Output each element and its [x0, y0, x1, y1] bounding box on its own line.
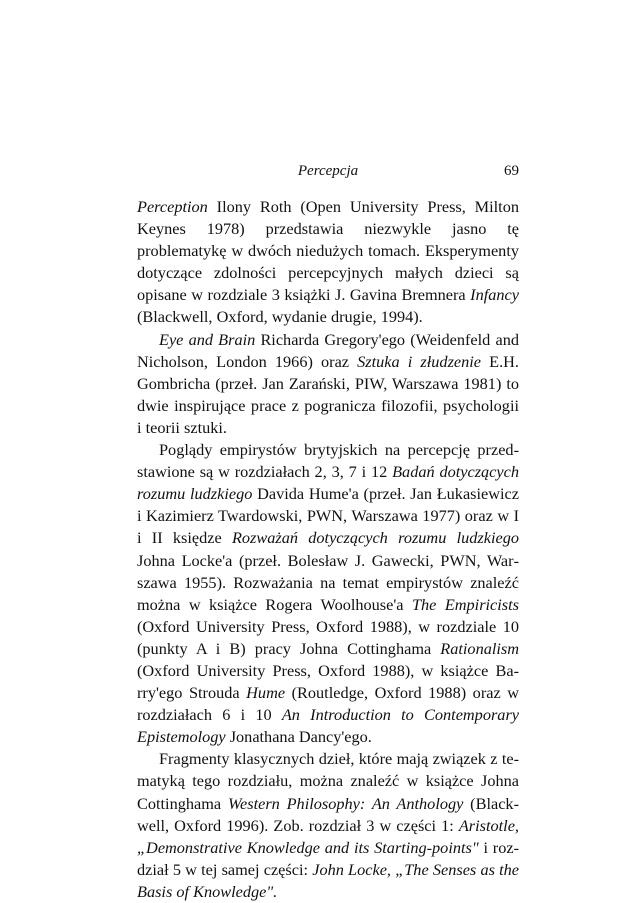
text-segment: (Oxford University Press, Oxford 1988), w książce Barry'ego Strouda	[137, 660, 519, 703]
text-segment: Ilony Roth (Open University Press, Milton Keynes 1978) przedstawia niezwykle jasno tę problematykę w dwóch niedużych tomach. Eksperymenty dotyczące zdolności percepcyjnych małych dzieci są opisane w rozdziale 3 książki J. Gavina Bremnera	[137, 197, 519, 305]
text-segment: Johna Locke'a (przeł. Bolesław J. Gawecki, PWN, Warszawa 1955). Rozważania na temat empirystów znaleźć można w książce Rogera Woolhouse'a	[137, 550, 519, 614]
book-title: Eye and Brain	[159, 329, 256, 349]
book-title: Western Philosophy: An Anthology	[227, 793, 464, 813]
paragraph	[137, 439, 519, 748]
book-title: Hume	[246, 683, 286, 703]
text-segment: Davida Hume'a (przeł. Jan Łukasiewicz i Kazimierz Twardowski, PWN, Warszawa 1977) oraz w I i II księdze	[137, 484, 519, 548]
book-title: Perception	[137, 197, 208, 216]
text-segment: Poglądy empirystów brytyjskich na percepcję przedstawione są w rozdziałach 2, 3, 7 i 12	[137, 440, 519, 482]
book-title: Rozważań dotyczących rozumu ludzkiego	[231, 528, 519, 548]
page	[137, 160, 519, 903]
book-title: An Introduction to Contemporary Epistemology	[137, 705, 520, 747]
book-title: John Locke, „The Senses as the Basis of Knowledge".	[137, 859, 520, 901]
text-segment: i rozdział 5 w tej samej części:	[137, 837, 520, 879]
text-segment: (Blackwell, Oxford 1996). Zob. rozdział 3 w części 1:	[137, 793, 519, 835]
book-title: Rationalism	[440, 638, 519, 658]
text-segment: (Oxford University Press, Oxford 1988), w rozdziale 10 (punkty A i B) pracy Johna Cottinghama	[137, 616, 519, 658]
running-header	[137, 160, 519, 182]
text-segment: Jonathana Dancy'ego.	[225, 727, 372, 747]
text-segment: E.H. Gombricha (przeł. Jan Zarański, PIW, Warszawa 1981) to dwie inspirujące prace z pogranicza filozofii, psychologii i teorii sztuki.	[137, 351, 519, 437]
running-title: Percepcja	[297, 163, 359, 179]
book-title: Aristotle, „Demonstrative Knowledge and its Starting-points"	[137, 815, 519, 857]
text-segment: (Routledge, Oxford 1988) oraz w rozdziałach 6 i 10	[137, 683, 519, 725]
paragraph	[137, 329, 519, 439]
book-title: The Empiricists	[411, 594, 519, 614]
paragraph	[137, 748, 519, 903]
body-text	[137, 196, 519, 903]
book-title: Infancy	[470, 285, 519, 305]
page-number: 69	[504, 163, 519, 179]
text-segment: Fragmenty klasycznych dzieł, które mają związek z tematyką tego rozdziału, można znaleźć w książce Johna Cottinghama	[137, 749, 519, 813]
text-segment: (Blackwell, Oxford, wydanie drugie, 1994).	[137, 307, 423, 327]
book-title: Badań dotyczących rozumu ludzkiego	[137, 462, 520, 504]
text-segment: Richarda Gregory'ego (Weidenfeld and Nicholson, London 1966) oraz	[137, 329, 519, 371]
book-title: Sztuka i złudzenie	[357, 351, 482, 371]
paragraph	[137, 196, 519, 329]
